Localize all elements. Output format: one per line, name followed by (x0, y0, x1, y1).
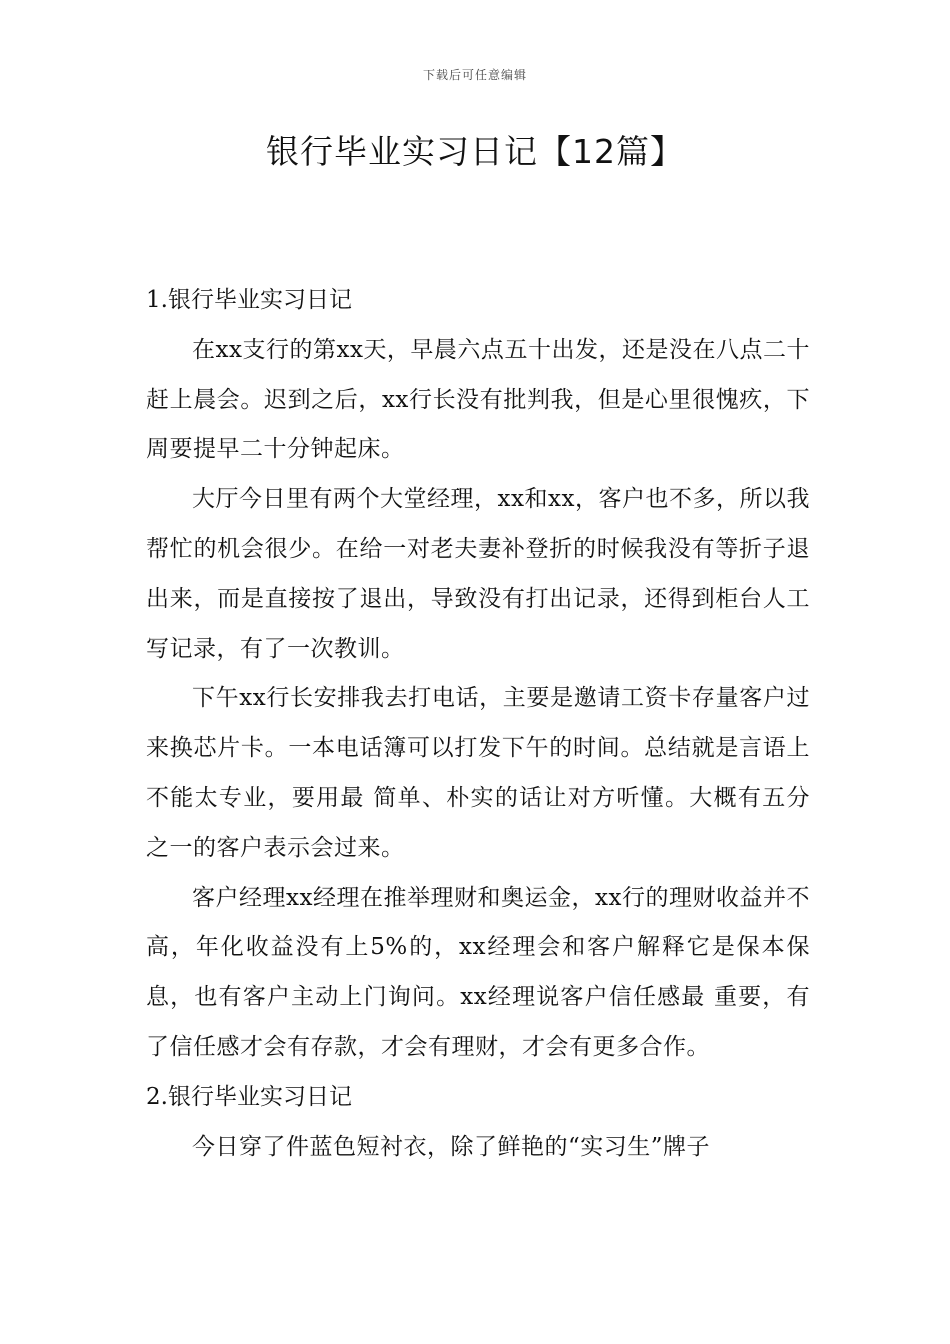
section-heading-1: 1.银行毕业实习日记 (146, 287, 352, 313)
paragraph: 客户经理xx经理在推举理财和奥运金，xx行的理财收益并不高，年化收益没有上5%的，xx经理会和客户解释它是保本保息，也有客户主动上门询问。xx经理说客户信任感最 重要，有了信任感才会有存款，才会有理财，才会有更多合作。 (146, 884, 810, 1060)
document-body (146, 276, 810, 1172)
paragraph: 今日穿了件蓝色短衬衣，除了鲜艳的“实习生”牌子 (192, 1133, 711, 1160)
paragraph: 大厅今日里有两个大堂经理，xx和xx，客户也不多，所以我帮忙的机会很少。在给一对老夫妻补登折的时候我没有等折子退出来，而是直接按了退出，导致没有打出记录，还得到柜台人工写记录，有了一次教训。 (146, 486, 810, 662)
section-heading-2: 2.银行毕业实习日记 (146, 1083, 352, 1110)
paragraph: 在xx支行的第xx天，早晨六点五十出发，还是没在八点二十赶上晨会。迟到之后，xx行长没有批判我，但是心里很愧疚，下周要提早二十分钟起床。 (146, 336, 810, 463)
paragraph: 下午xx行长安排我去打电话，主要是邀请工资卡存量客户过来换芯片卡。一本电话簿可以打发下午的时间。总结就是言语上不能太专业，要用最 简单、朴实的话让对方听懂。大概有五分之一的客户表示会过来。 (146, 685, 810, 861)
document-title: 银行毕业实习日记【12篇】 (266, 132, 684, 171)
header-note: 下载后可任意编辑 (422, 68, 527, 82)
